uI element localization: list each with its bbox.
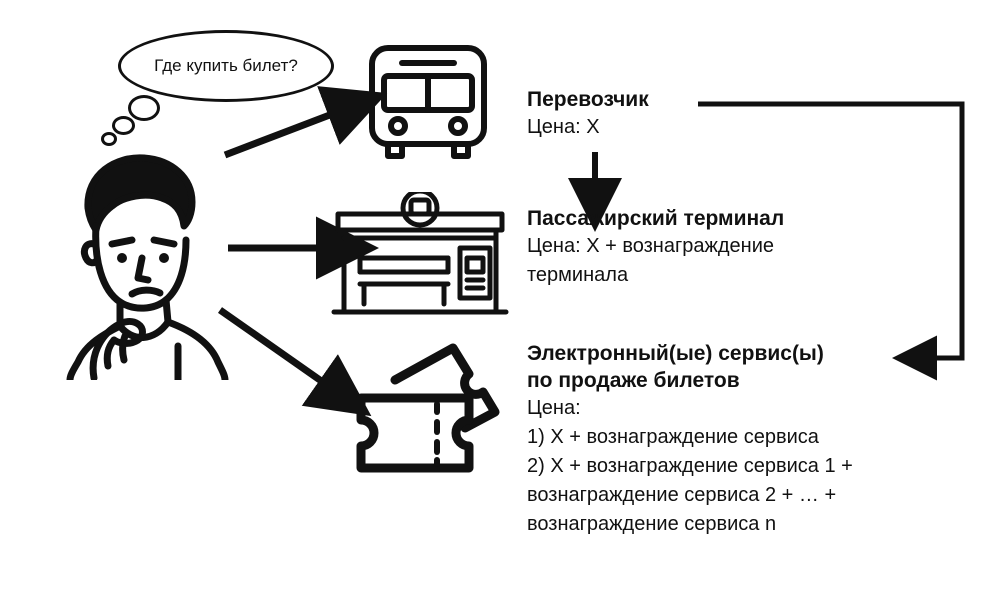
thought-bubble <box>118 30 334 102</box>
eservice-price-label: Цена: <box>527 397 581 419</box>
thought-bubble-dot-large <box>128 95 160 121</box>
bus-icon <box>358 40 498 170</box>
eservice-price-option-1: 1) X + вознаграждение сервиса <box>527 426 819 448</box>
terminal-price-line-1: Цена: X + вознаграждение <box>527 235 775 257</box>
eservice-price-option-2-line-2: вознаграждение сервиса 2 + … + <box>527 484 837 506</box>
eservice-heading-line-2: по продаже билетов <box>527 369 740 392</box>
eservice-text-block <box>527 340 853 539</box>
carrier-text-block <box>527 86 649 142</box>
tickets-icon <box>345 340 515 480</box>
terminal-price-line-2: терминала <box>527 264 629 286</box>
carrier-price-line: Цена: X <box>527 116 600 138</box>
arrow-person-to-carrier <box>220 100 380 160</box>
thought-bubble-text: Где купить билет? <box>154 56 298 75</box>
bus-station-icon <box>330 192 510 322</box>
arrow-carrier-to-terminal <box>575 150 615 210</box>
thought-bubble-dot-medium <box>112 116 135 135</box>
eservice-price-option-2-line-3: вознаграждение сервиса n <box>527 513 777 535</box>
eservice-price-option-2-line-1: 2) X + вознаграждение сервиса 1 + <box>527 455 853 477</box>
carrier-heading: Перевозчик <box>527 88 649 111</box>
eservice-heading-line-1: Электронный(ые) сервис(ы) <box>527 342 824 365</box>
terminal-text-block <box>527 205 784 290</box>
terminal-heading: Пассажирский терминал <box>527 207 785 230</box>
